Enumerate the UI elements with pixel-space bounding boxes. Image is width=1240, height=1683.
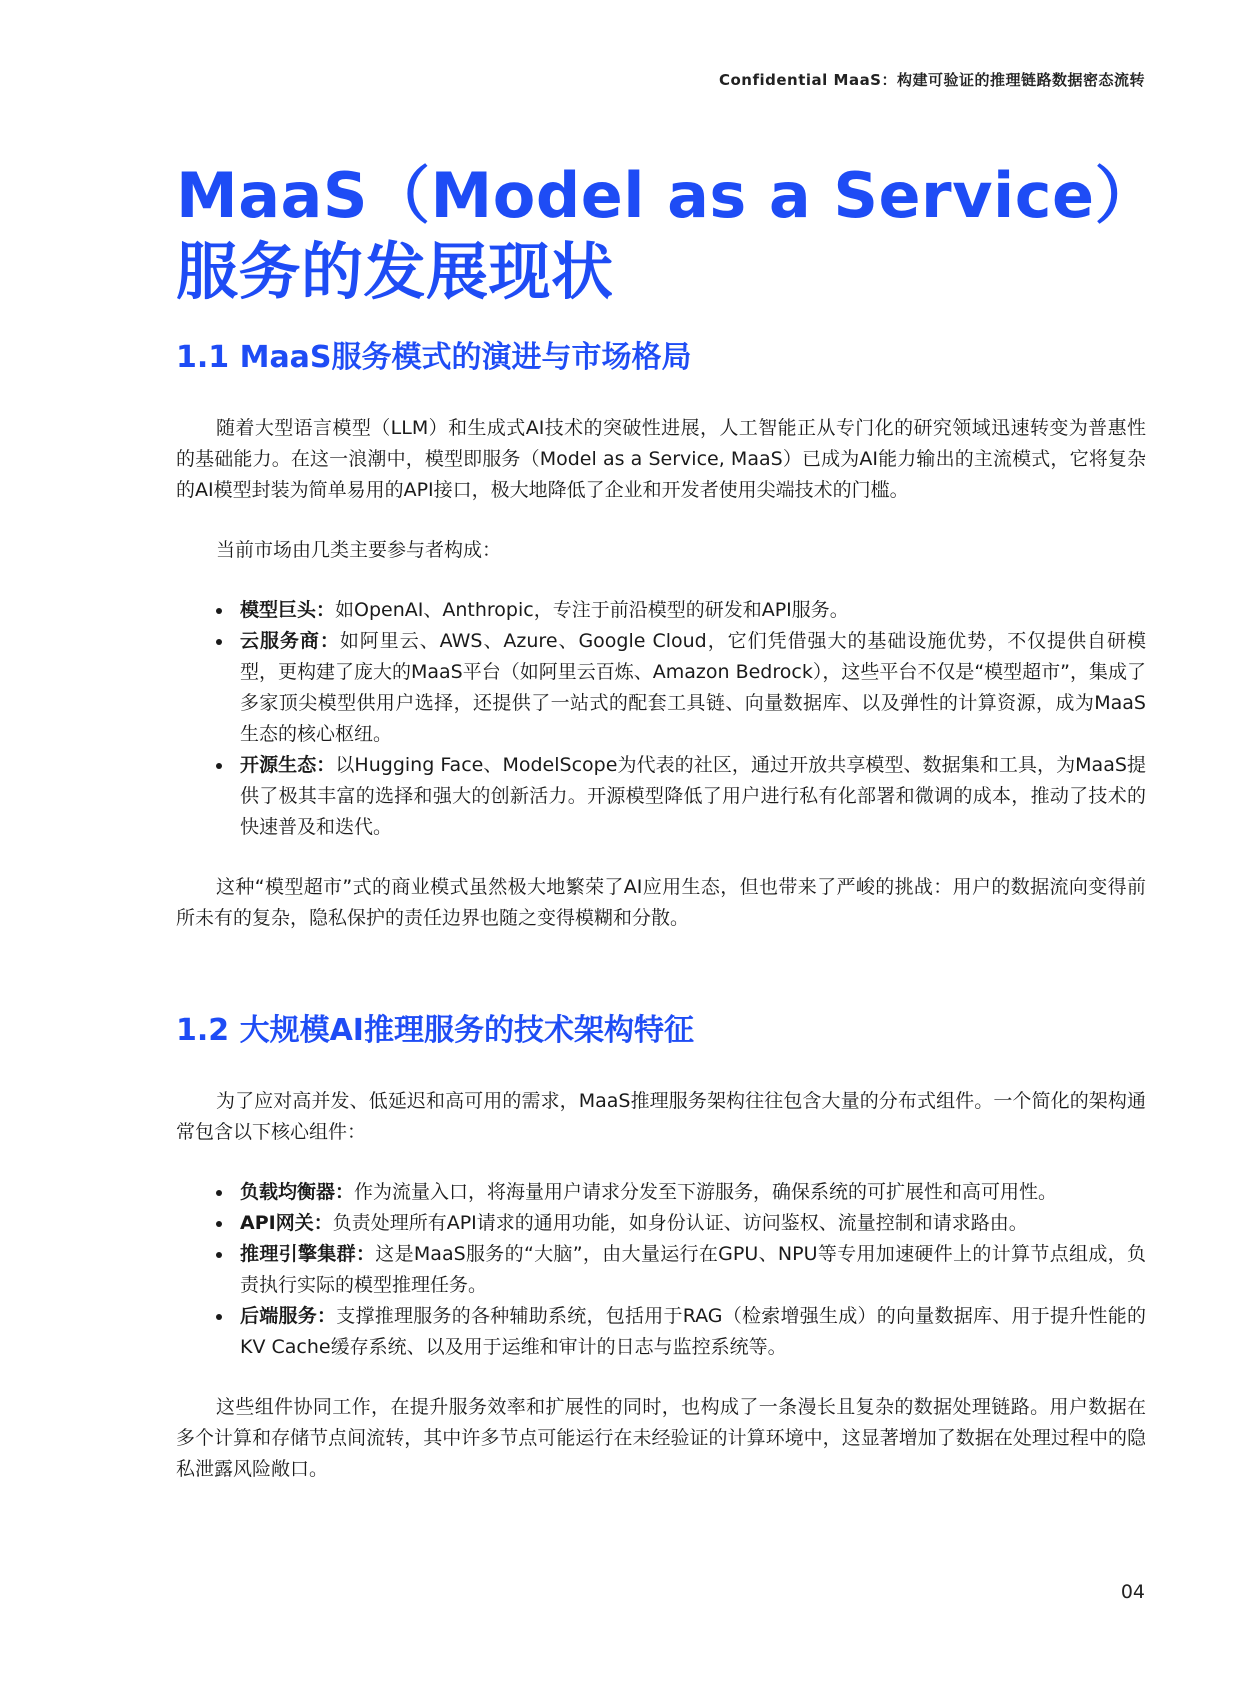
- bullet-text: 这是MaaS服务的“大脑”，由大量运行在GPU、NPU等专用加速硬件上的计算节点组成，负责执行实际的模型推理任务。: [240, 1243, 1146, 1296]
- section-1-2-closing: 这些组件协同工作，在提升服务效率和扩展性的同时，也构成了一条漫长且复杂的数据处理链路。用户数据在多个计算和存储节点间流转，其中许多节点可能运行在未经验证的计算环境中，这显著增加了数据在处理过程中的隐私泄露风险敞口。: [176, 1396, 1146, 1480]
- section-1-2-intro: 为了应对高并发、低延迟和高可用的需求，MaaS推理服务架构往往包含大量的分布式组件。一个简化的架构通常包含以下核心组件：: [176, 1090, 1146, 1143]
- bullet-text: 支撑推理服务的各种辅助系统，包括用于RAG（检索增强生成）的向量数据库、用于提升性能的KV Cache缓存系统、以及用于运维和审计的日志与监控系统等。: [240, 1305, 1146, 1358]
- bullet-icon: [216, 1190, 222, 1196]
- page-title: [176, 158, 1176, 310]
- bullet-icon: [216, 1221, 222, 1227]
- bullet-text: 以Hugging Face、ModelScope为代表的社区，通过开放共享模型、数据集和工具，为MaaS提供了极其丰富的选择和强大的创新活力。开源模型降低了用户进行私有化部署和微调的成本，推动了技术的快速普及和迭代。: [240, 754, 1146, 838]
- section-1-1-closing: 这种“模型超市”式的商业模式虽然极大地繁荣了AI应用生态，但也带来了严峻的挑战：用户的数据流向变得前所未有的复杂，隐私保护的责任边界也随之变得模糊和分散。: [176, 876, 1146, 929]
- page-title-line-2: 服务的发展现状: [176, 235, 614, 308]
- list-item: [176, 1177, 1146, 1208]
- list-item: [176, 1239, 1146, 1301]
- bullet-term: 负载均衡器：: [240, 1181, 355, 1203]
- bullet-icon: [216, 639, 222, 645]
- running-header: Confidential MaaS：构建可验证的推理链路数据密态流转: [718, 71, 1145, 89]
- bullet-term: 云服务商：: [240, 630, 340, 652]
- section-1-1-heading: 1.1 MaaS服务模式的演进与市场格局: [176, 340, 692, 375]
- bullet-text: 作为流量入口，将海量用户请求分发至下游服务，确保系统的可扩展性和高可用性。: [354, 1181, 1058, 1203]
- bullet-icon: [216, 608, 222, 614]
- bullet-text: 如OpenAI、Anthropic，专注于前沿模型的研发和API服务。: [335, 599, 849, 621]
- section-1-2-heading: 1.2 大规模AI推理服务的技术架构特征: [176, 1013, 694, 1048]
- list-item: [176, 1301, 1146, 1363]
- bullet-icon: [216, 1252, 222, 1258]
- bullet-text: 负责处理所有API请求的通用功能，如身份认证、访问鉴权、流量控制和请求路由。: [332, 1212, 1028, 1234]
- section-1-2: [176, 1011, 1146, 1485]
- bullet-term: 模型巨头：: [240, 599, 336, 621]
- bullet-term: 后端服务：: [240, 1305, 337, 1327]
- bullet-term: 推理引擎集群：: [240, 1243, 376, 1265]
- page-number: 04: [1120, 1581, 1145, 1603]
- page-title-line-1: MaaS（Model as a Service）: [176, 159, 1158, 232]
- section-1-1: [176, 338, 1146, 934]
- section-1-2-bullet-list: [176, 1177, 1146, 1363]
- bullet-text: 如阿里云、AWS、Azure、Google Cloud，它们凭借强大的基础设施优势，不仅提供自研模型，更构建了庞大的MaaS平台（如阿里云百炼、Amazon Bedrock），这些平台不仅是“模型超市”，集成了多家顶尖模型供用户选择，还提供了一站式的配套工具链、向量数据库、以及弹性的计算资源，成为MaaS生态的核心枢纽。: [240, 630, 1147, 745]
- bullet-icon: [216, 763, 222, 769]
- list-item: [176, 1208, 1146, 1239]
- bullet-term: API网关：: [240, 1212, 333, 1234]
- list-item: [176, 595, 1146, 626]
- bullet-icon: [216, 1314, 222, 1320]
- section-1-1-bullet-list: [176, 595, 1146, 843]
- section-1-1-intro: 随着大型语言模型（LLM）和生成式AI技术的突破性进展，人工智能正从专门化的研究领域迅速转变为普惠性的基础能力。在这一浪潮中，模型即服务（Model as a Service, MaaS）已成为AI能力输出的主流模式，它将复杂的AI模型封装为简单易用的API接口，极大地降低了企业和开发者使用尖端技术的门槛。: [176, 417, 1146, 501]
- section-1-1-lead: 当前市场由几类主要参与者构成：: [216, 539, 502, 561]
- list-item: [176, 626, 1146, 750]
- list-item: [176, 750, 1146, 843]
- bullet-term: 开源生态：: [240, 754, 336, 776]
